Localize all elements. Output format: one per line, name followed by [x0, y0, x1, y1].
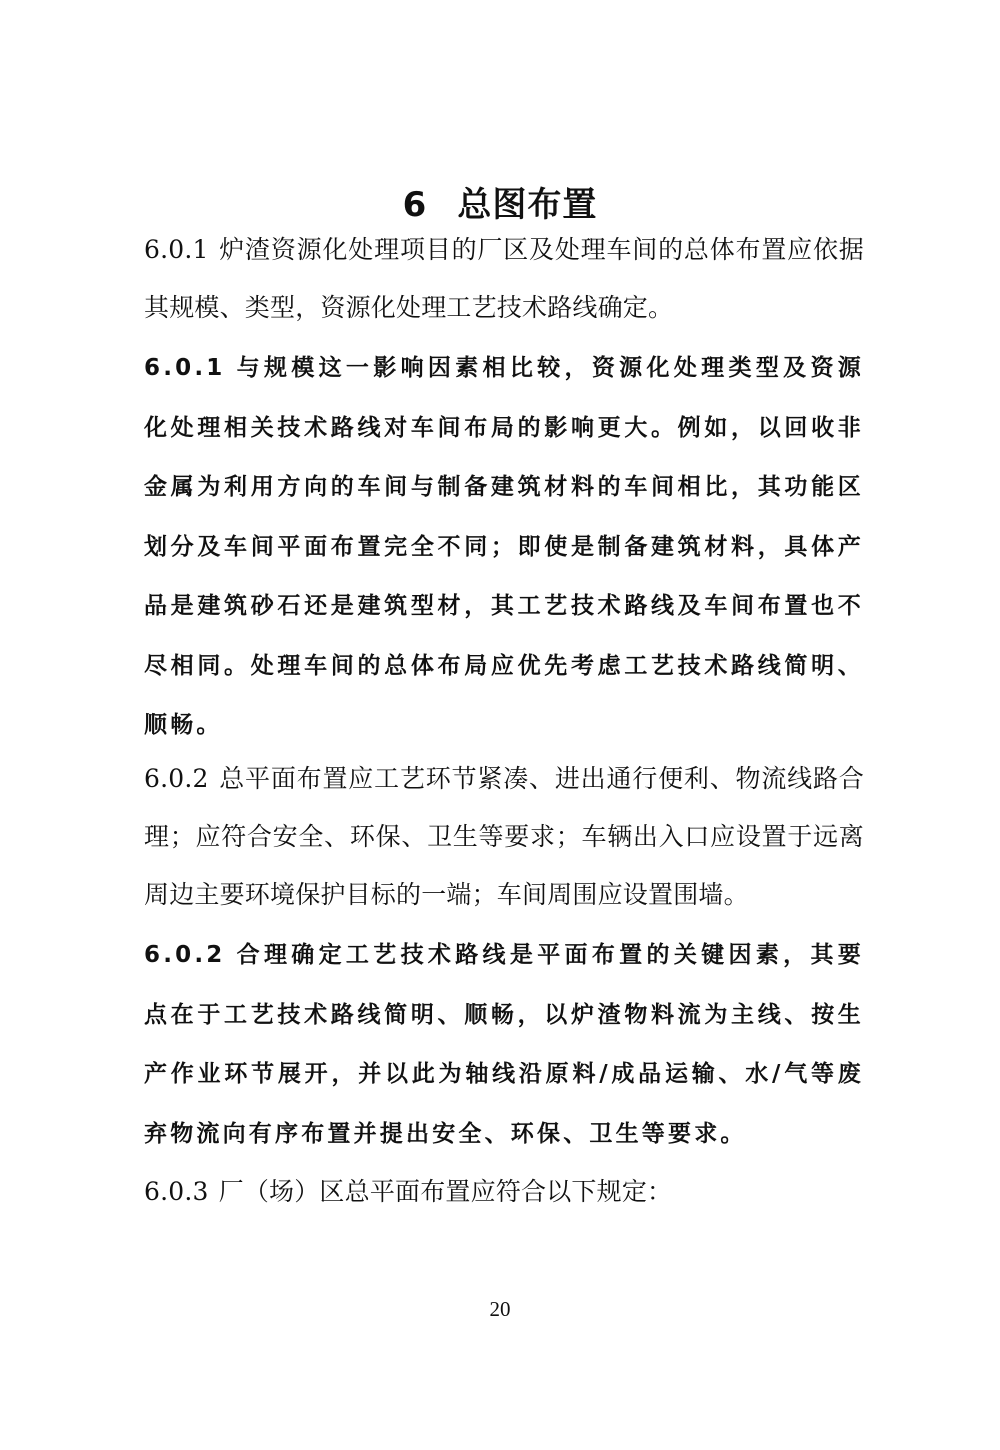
clause-6-0-3: [144, 1163, 864, 1221]
commentary-6-0-2: [144, 926, 864, 1164]
clause-6-0-1: [144, 221, 864, 337]
commentary-number: 6.0.2: [144, 942, 226, 968]
chapter-title-text: 总图布置: [457, 184, 598, 225]
commentary-text: 合理确定工艺技术路线是平面布置的关键因素，其要点在于工艺技术路线简明、顺畅，以炉渣物料流为主线、按生产作业环节展开，并以此为轴线沿原料/成品运输、水/气等废弃物流向有序布置并提出安全、环保、卫生等要求。: [144, 942, 864, 1147]
clause-number: 6.0.2: [144, 764, 209, 793]
clause-text: 炉渣资源化处理项目的厂区及处理车间的总体布置应依据其规模、类型，资源化处理工艺技术路线确定。: [144, 235, 864, 322]
clause-number: 6.0.1: [144, 235, 209, 264]
chapter-number: 6: [402, 184, 428, 225]
clause-text: 厂（场）区总平面布置应符合以下规定：: [218, 1177, 673, 1206]
commentary-number: 6.0.1: [144, 355, 226, 381]
page-number: 20: [489, 1297, 511, 1321]
clause-number: 6.0.3: [144, 1177, 209, 1206]
commentary-6-0-1: [144, 339, 864, 756]
clause-text: 总平面布置应工艺环节紧凑、进出通行便利、物流线路合理；应符合安全、环保、卫生等要求；车辆出入口应设置于远离周边主要环境保护目标的一端；车间周围应设置围墙。: [144, 764, 864, 909]
clause-6-0-2: [144, 750, 864, 924]
commentary-text: 与规模这一影响因素相比较，资源化处理类型及资源化处理相关技术路线对车间布局的影响更大。例如，以回收非金属为利用方向的车间与制备建筑材料的车间相比，其功能区划分及车间平面布置完全不同；即使是制备建筑材料，具体产品是建筑砂石还是建筑型材，其工艺技术路线及车间布置也不尽相同。处理车间的总体布局应优先考虑工艺技术路线简明、顺畅。: [144, 355, 864, 738]
